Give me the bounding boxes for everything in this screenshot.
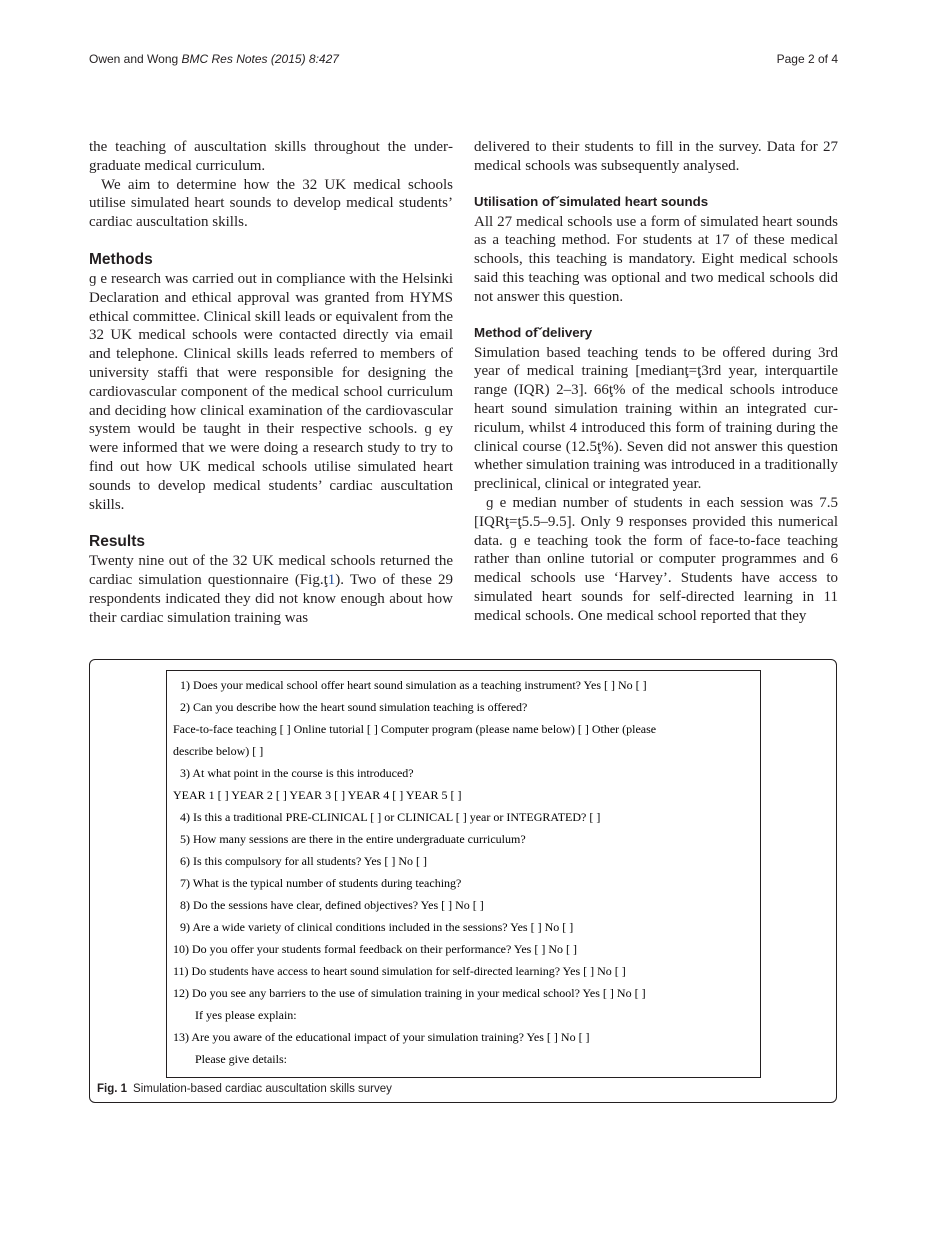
figure-caption-text: Simulation-based cardiac auscultation skills survey xyxy=(133,1083,392,1095)
intro-paragraph-end: the teaching of auscultation skills throughout the undergraduate medical curriculum. xyxy=(89,139,453,174)
survey-q7: 7) What is the typical number of students during teaching? xyxy=(180,876,462,890)
survey-q4: 4) Is this a traditional PRE-CLINICAL [ ] or CLINICAL [ ] year or INTEGRATED? [ ] xyxy=(180,810,601,824)
figure-caption xyxy=(97,1083,392,1095)
utilisation-paragraph: All 27 medical schools use a form of simulated heart sounds as a teaching method. For students at 17 of these medical schools, this teaching is mandatory. Eight medical schools said this teaching was optional and two medical schools did not answer this question. xyxy=(474,213,838,305)
survey-q13: 13) Are you aware of the educational impact of your simulation training? Yes [ ] No [ ] xyxy=(173,1030,590,1044)
delivery-paragraph: Simulation based teaching tends to be offered during 3rd year of medical training [medianţ=ţ3rd year, interquartile range (IQR) 2–3]. 66ţ% of the medical schools introduce heart sound simulation training within an integrated curriculum, whilst 4 introduced this form of training during the clinical course (12.5ţ%). Seven did not answer this question whether simulation training was introduced in a traditionally preclinical, clinical or integrated year. xyxy=(474,344,838,493)
header-citation: (2015) 8:427 xyxy=(270,52,339,66)
methods-heading: Methods xyxy=(89,250,153,268)
utilisation-heading: Utilisation ofˇsimulated heart sounds xyxy=(474,193,709,209)
running-header xyxy=(89,52,339,66)
survey-q5: 5) How many sessions are there in the entire undergraduate curriculum? xyxy=(180,832,526,846)
right-column xyxy=(474,138,838,626)
survey-q2-options-cont: describe below) [ ] xyxy=(173,744,264,758)
figure-label: Fig. 1 xyxy=(97,1083,128,1095)
survey-q1: 1) Does your medical school offer heart sound simulation as a teaching instrument? Yes [ ] No [ ] xyxy=(180,678,647,692)
survey-q9: 9) Are a wide variety of clinical conditions included in the sessions? Yes [ ] No [ ] xyxy=(180,920,574,934)
delivery-heading: Method ofˇdelivery xyxy=(474,324,593,340)
results-heading: Results xyxy=(89,533,145,551)
results-text-end: ). Two of these 29 respondents indicated they did not know enough about how their cardiac simulation training was xyxy=(89,572,453,626)
survey-questionnaire xyxy=(166,670,761,1078)
survey-q3: 3) At what point in the course is this introduced? xyxy=(180,766,414,780)
methods-paragraph: ɡ e research was carried out in compliance with the Helsinki Declaration and ethical approval was granted from HYMS ethical committee. Clinical skill leads or equivalent from the 32 UK medical schools were contacted directly via email and telephone. Clinical skills leads referred to members of university staffi that were responsible for designing the cardiovascular component of the medical school curriculum and deciding how clinical examination of the cardiovascular system would be taught in their respective schools. ɡ ey were informed that we were doing a research study to try to find out how UK medical schools utilise simulated heart sounds to develop medical students’ cardiac auscultation skills. xyxy=(89,270,453,513)
survey-q12: 12) Do you see any barriers to the use of simulation training in your medical school? Yes [ ] No [ ] xyxy=(173,986,646,1000)
results-text-start: Twenty nine out of the 32 UK medical schools returned the cardiac simulation questionnaire (Fig.ţ xyxy=(89,553,453,589)
page-number: Page 2 of 4 xyxy=(776,52,838,66)
survey-q3-options: YEAR 1 [ ] YEAR 2 [ ] YEAR 3 [ ] YEAR 4 [ ] YEAR 5 [ ] xyxy=(173,788,462,802)
survey-q11: 11) Do students have access to heart sound simulation for self-directed learning? Yes [ ] No [ ] xyxy=(173,964,626,978)
survey-q13-details: Please give details: xyxy=(195,1052,287,1066)
survey-q10: 10) Do you offer your students formal feedback on their performance? Yes [ ] No [ ] xyxy=(173,942,577,956)
survey-q2-options: Face-to-face teaching [ ] Online tutorial [ ] Computer program (please name below) [ ] Other (please xyxy=(173,722,657,736)
left-column xyxy=(89,138,453,628)
survey-q6: 6) Is this compulsory for all students? Yes [ ] No [ ] xyxy=(180,854,427,868)
header-authors: Owen and Wong xyxy=(89,52,179,66)
results-paragraph xyxy=(89,552,453,627)
students-paragraph: ɡ e median number of students in each session was 7.5 [IQRţ=ţ5.5–9.5]. Only 9 responses provided this numerical data. ɡ e teaching took the form of face-to-face teaching rather than online tutorial or computer programmes and 6 medical schools use ‘Harvey’. Students have access to simulated heart sounds for self-directed learning in 11 medical schools. One medical school reported that they xyxy=(474,494,838,624)
figure-reference-link[interactable]: 1 xyxy=(327,572,336,589)
survey-q2: 2) Can you describe how the heart sound simulation teaching is offered? xyxy=(180,700,528,714)
survey-q12-explain: If yes please explain: xyxy=(195,1008,297,1022)
aim-paragraph: We aim to determine how the 32 UK medical schools utilise simulated heart sounds to develop medical students’ cardiac auscultation skills. xyxy=(89,176,453,231)
survey-q8: 8) Do the sessions have clear, defined objectives? Yes [ ] No [ ] xyxy=(180,898,484,912)
results-continuation: delivered to their students to fill in the survey. Data for 27 medical schools was subsequently analysed. xyxy=(474,139,838,174)
header-journal: BMC Res Notes xyxy=(181,52,268,66)
